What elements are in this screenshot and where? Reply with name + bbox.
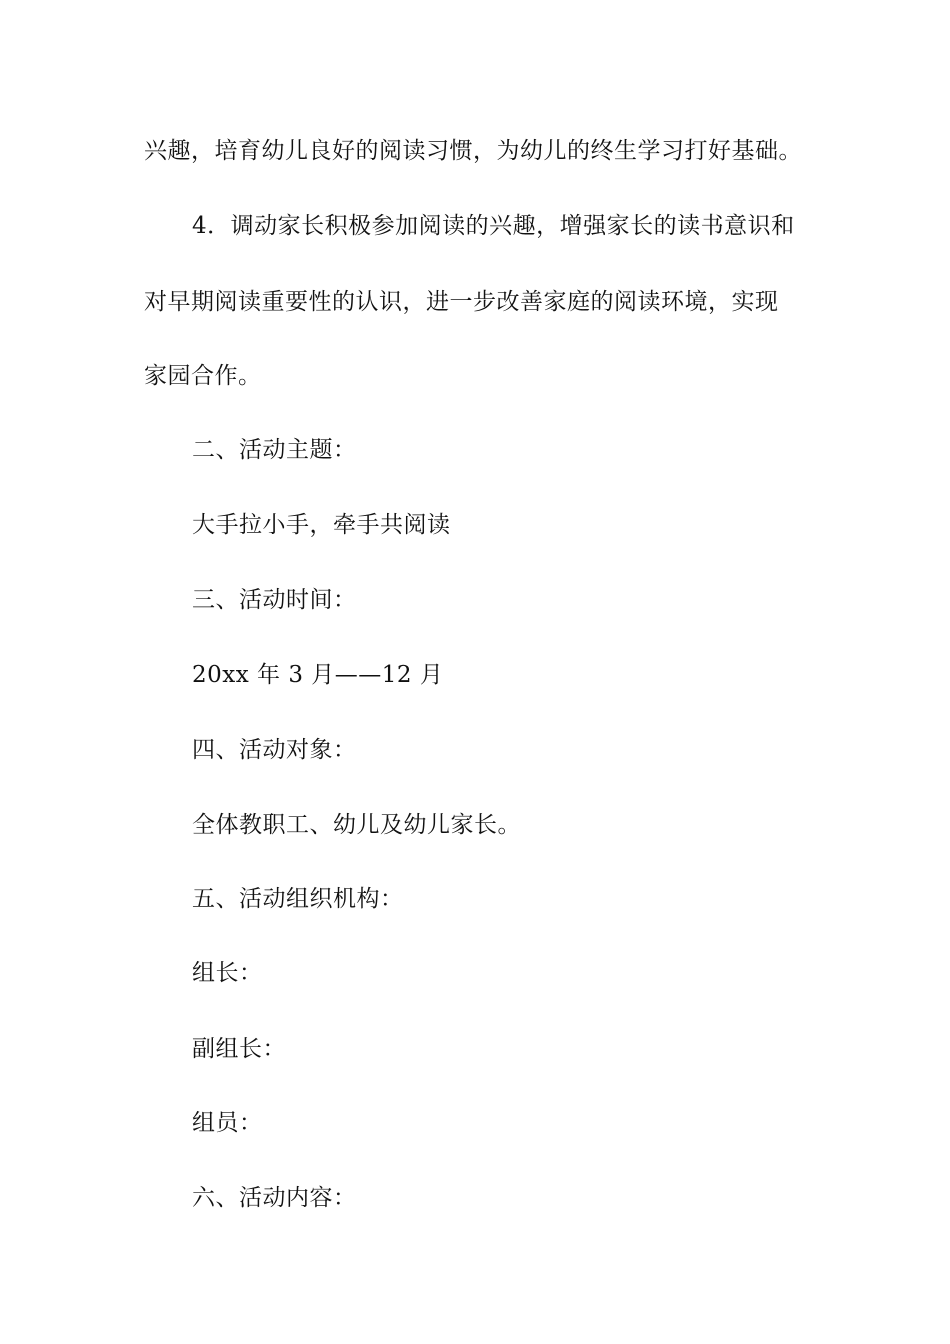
paragraph-line: 20xx 年 3 月——12 月 <box>192 662 444 688</box>
section-heading-target: 四、活动对象： <box>192 737 357 763</box>
paragraph-line: 4．调动家长积极参加阅读的兴趣，增强家长的读书意识和 <box>192 213 795 239</box>
section-heading-content: 六、活动内容： <box>192 1185 357 1211</box>
paragraph-line: 家园合作。 <box>144 363 262 389</box>
paragraph-line: 兴趣，培育幼儿良好的阅读习惯，为幼儿的终生学习打好基础。 <box>144 138 802 164</box>
section-heading-time: 三、活动时间： <box>192 587 357 613</box>
section-heading-theme: 二、活动主题： <box>192 437 357 463</box>
paragraph-line: 组员： <box>192 1110 263 1136</box>
paragraph-line: 组长： <box>192 960 263 986</box>
paragraph-line: 全体教职工、幼儿及幼儿家长。 <box>192 812 521 838</box>
paragraph-line: 副组长： <box>192 1036 286 1062</box>
paragraph-line: 对早期阅读重要性的认识，进一步改善家庭的阅读环境，实现 <box>144 289 779 315</box>
section-heading-organization: 五、活动组织机构： <box>192 886 404 912</box>
paragraph-line: 大手拉小手，牵手共阅读 <box>192 512 451 538</box>
